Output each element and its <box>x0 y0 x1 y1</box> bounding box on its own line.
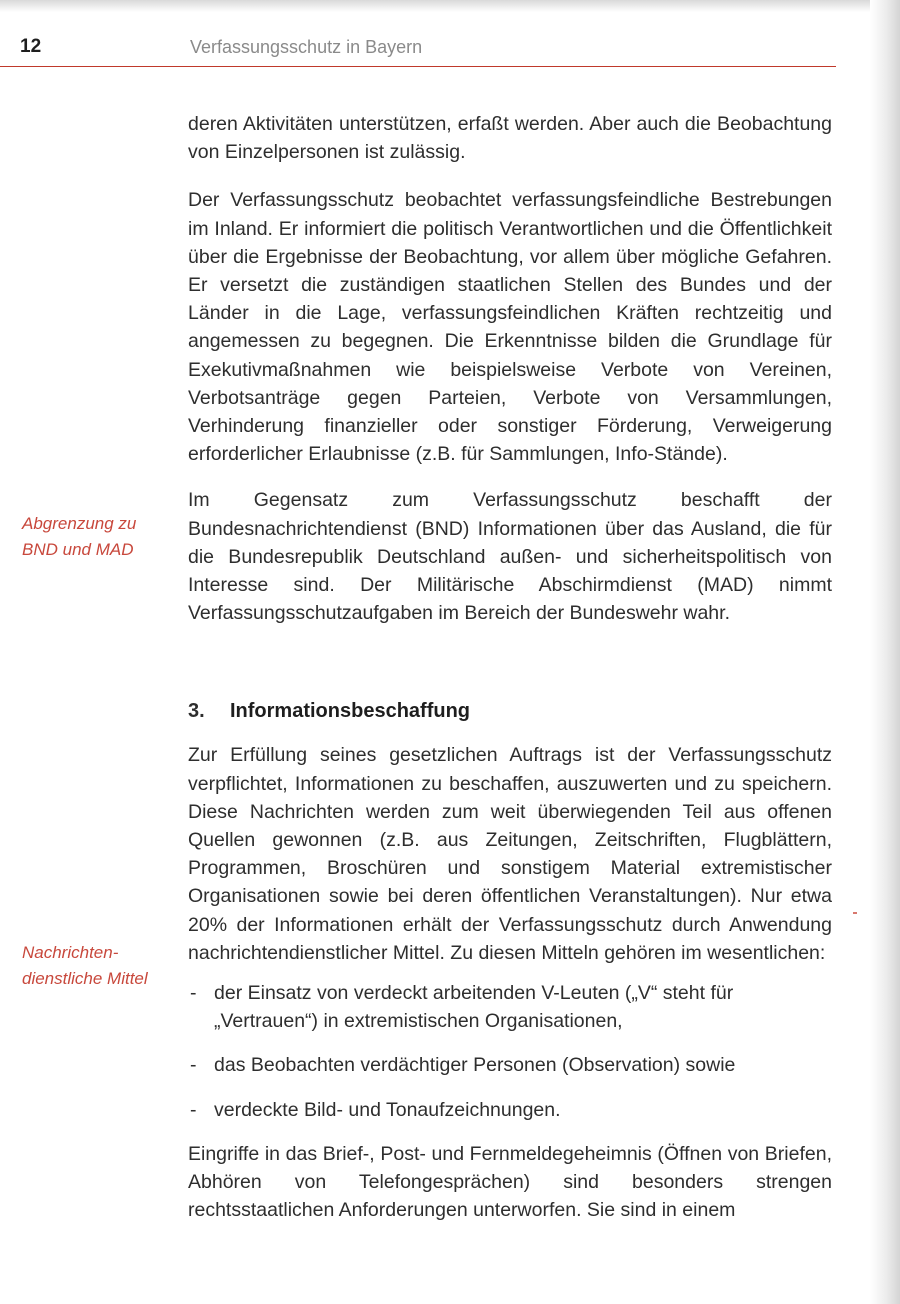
section-number: 3. <box>188 700 205 723</box>
section-heading <box>188 697 832 725</box>
paragraph-4: Zur Erfüllung seines gesetzlichen Auftrags ist der Verfassungsschutz verpflichtet, Informationen zu beschaffen, auszuwerten und zu speichern. Diese Nachrichten werden zum weit überwiegenden Teil aus offenen Quellen gewonnen (z.B. aus Zeitungen, Zeitschriften, Flugblättern, Programmen, Broschüren und sonstigem Material extremistischer Organisationen sowie bei deren öffentlichen Veranstaltungen). Nur etwa 20% der Informationen erhält der Verfassungsschutz durch Anwendung nachrichtendienstlicher Mittel. Zu diesen Mitteln gehören im wesentlichen: <box>188 744 832 964</box>
scan-shadow-right <box>870 0 900 1304</box>
list-item <box>188 1051 832 1079</box>
dash-marker: - <box>190 1054 197 1077</box>
scan-shadow-top <box>0 0 900 12</box>
list-item-text: der Einsatz von verdeckt arbeitenden V-Leuten („V“ steht für „Vertrauen“) in extremistischen Organisationen, <box>214 982 734 1033</box>
page-header <box>0 34 836 68</box>
paragraph-2: Der Verfassungsschutz beobachtet verfassungsfeindliche Bestrebungen im Inland. Er informiert die politisch Verantwortlichen und die Öffentlichkeit über die Ergebnisse der Beobachtung, vor allem über mögliche Gefahren. Er versetzt die zuständigen staatlichen Stellen des Bundes und der Länder in die Lage, verfassungsfeindlichen Kräften rechtzeitig und angemessen zu begegnen. Die Erkenntnisse bilden die Grundlage für Exekutivmaßnahmen wie beispielsweise Verbote von Vereinen, Verbotsanträge gegen Parteien, Verbote von Versammlungen, Verhinderung finanzieller oder sonstiger Förderung, Verweigerung erforderlicher Erlaubnisse (z.B. für Sammlungen, Info-Stände). <box>188 189 832 466</box>
margin-note-line: Abgrenzung zu <box>22 514 137 533</box>
header-rule <box>0 66 836 67</box>
list-item <box>188 1096 832 1124</box>
paragraph-3: Im Gegensatz zum Verfassungsschutz beschafft der Bundesnachrichtendienst (BND) Informationen über das Ausland, die für die Bundesrepublik Deutschland außen- und sicherheitspolitisch von Interesse sind. Der Militärische Abschirmdienst (MAD) nimmt Verfassungsschutzaufgaben im Bereich der Bundeswehr wahr. <box>188 489 832 625</box>
paragraph-1: deren Aktivitäten unterstützen, erfaßt werden. Aber auch die Beobachtung von Einzelpersonen ist zulässig. <box>188 113 832 164</box>
stray-mark <box>853 912 857 914</box>
page-number: 12 <box>20 36 42 57</box>
dash-marker: - <box>190 982 197 1005</box>
margin-note-nachrichtendienstliche-mittel <box>22 940 148 992</box>
margin-note-line: dienstliche Mittel <box>22 969 148 988</box>
section-title: Informationsbeschaffung <box>230 700 471 723</box>
list-item-text: verdeckte Bild- und Tonaufzeichnungen. <box>214 1098 561 1121</box>
bullet-list <box>188 979 832 1124</box>
margin-note-line: Nachrichten- <box>22 943 119 962</box>
paragraph-5: Eingriffe in das Brief-, Post- und Fernmeldegeheimnis (Öffnen von Briefen, Abhören von Telefongesprächen) sind besonders strengen rechtsstaatlichen Anforderungen unterworfen. Sie sind in einem <box>188 1142 832 1222</box>
margin-note-bnd-mad <box>22 511 136 563</box>
running-title: Verfassungsschutz in Bayern <box>190 37 423 57</box>
list-item <box>188 979 832 1035</box>
body-text <box>188 110 832 1225</box>
dash-marker: - <box>190 1098 197 1121</box>
list-item-text: das Beobachten verdächtiger Personen (Observation) sowie <box>214 1054 736 1077</box>
margin-note-line: BND und MAD <box>22 540 134 559</box>
